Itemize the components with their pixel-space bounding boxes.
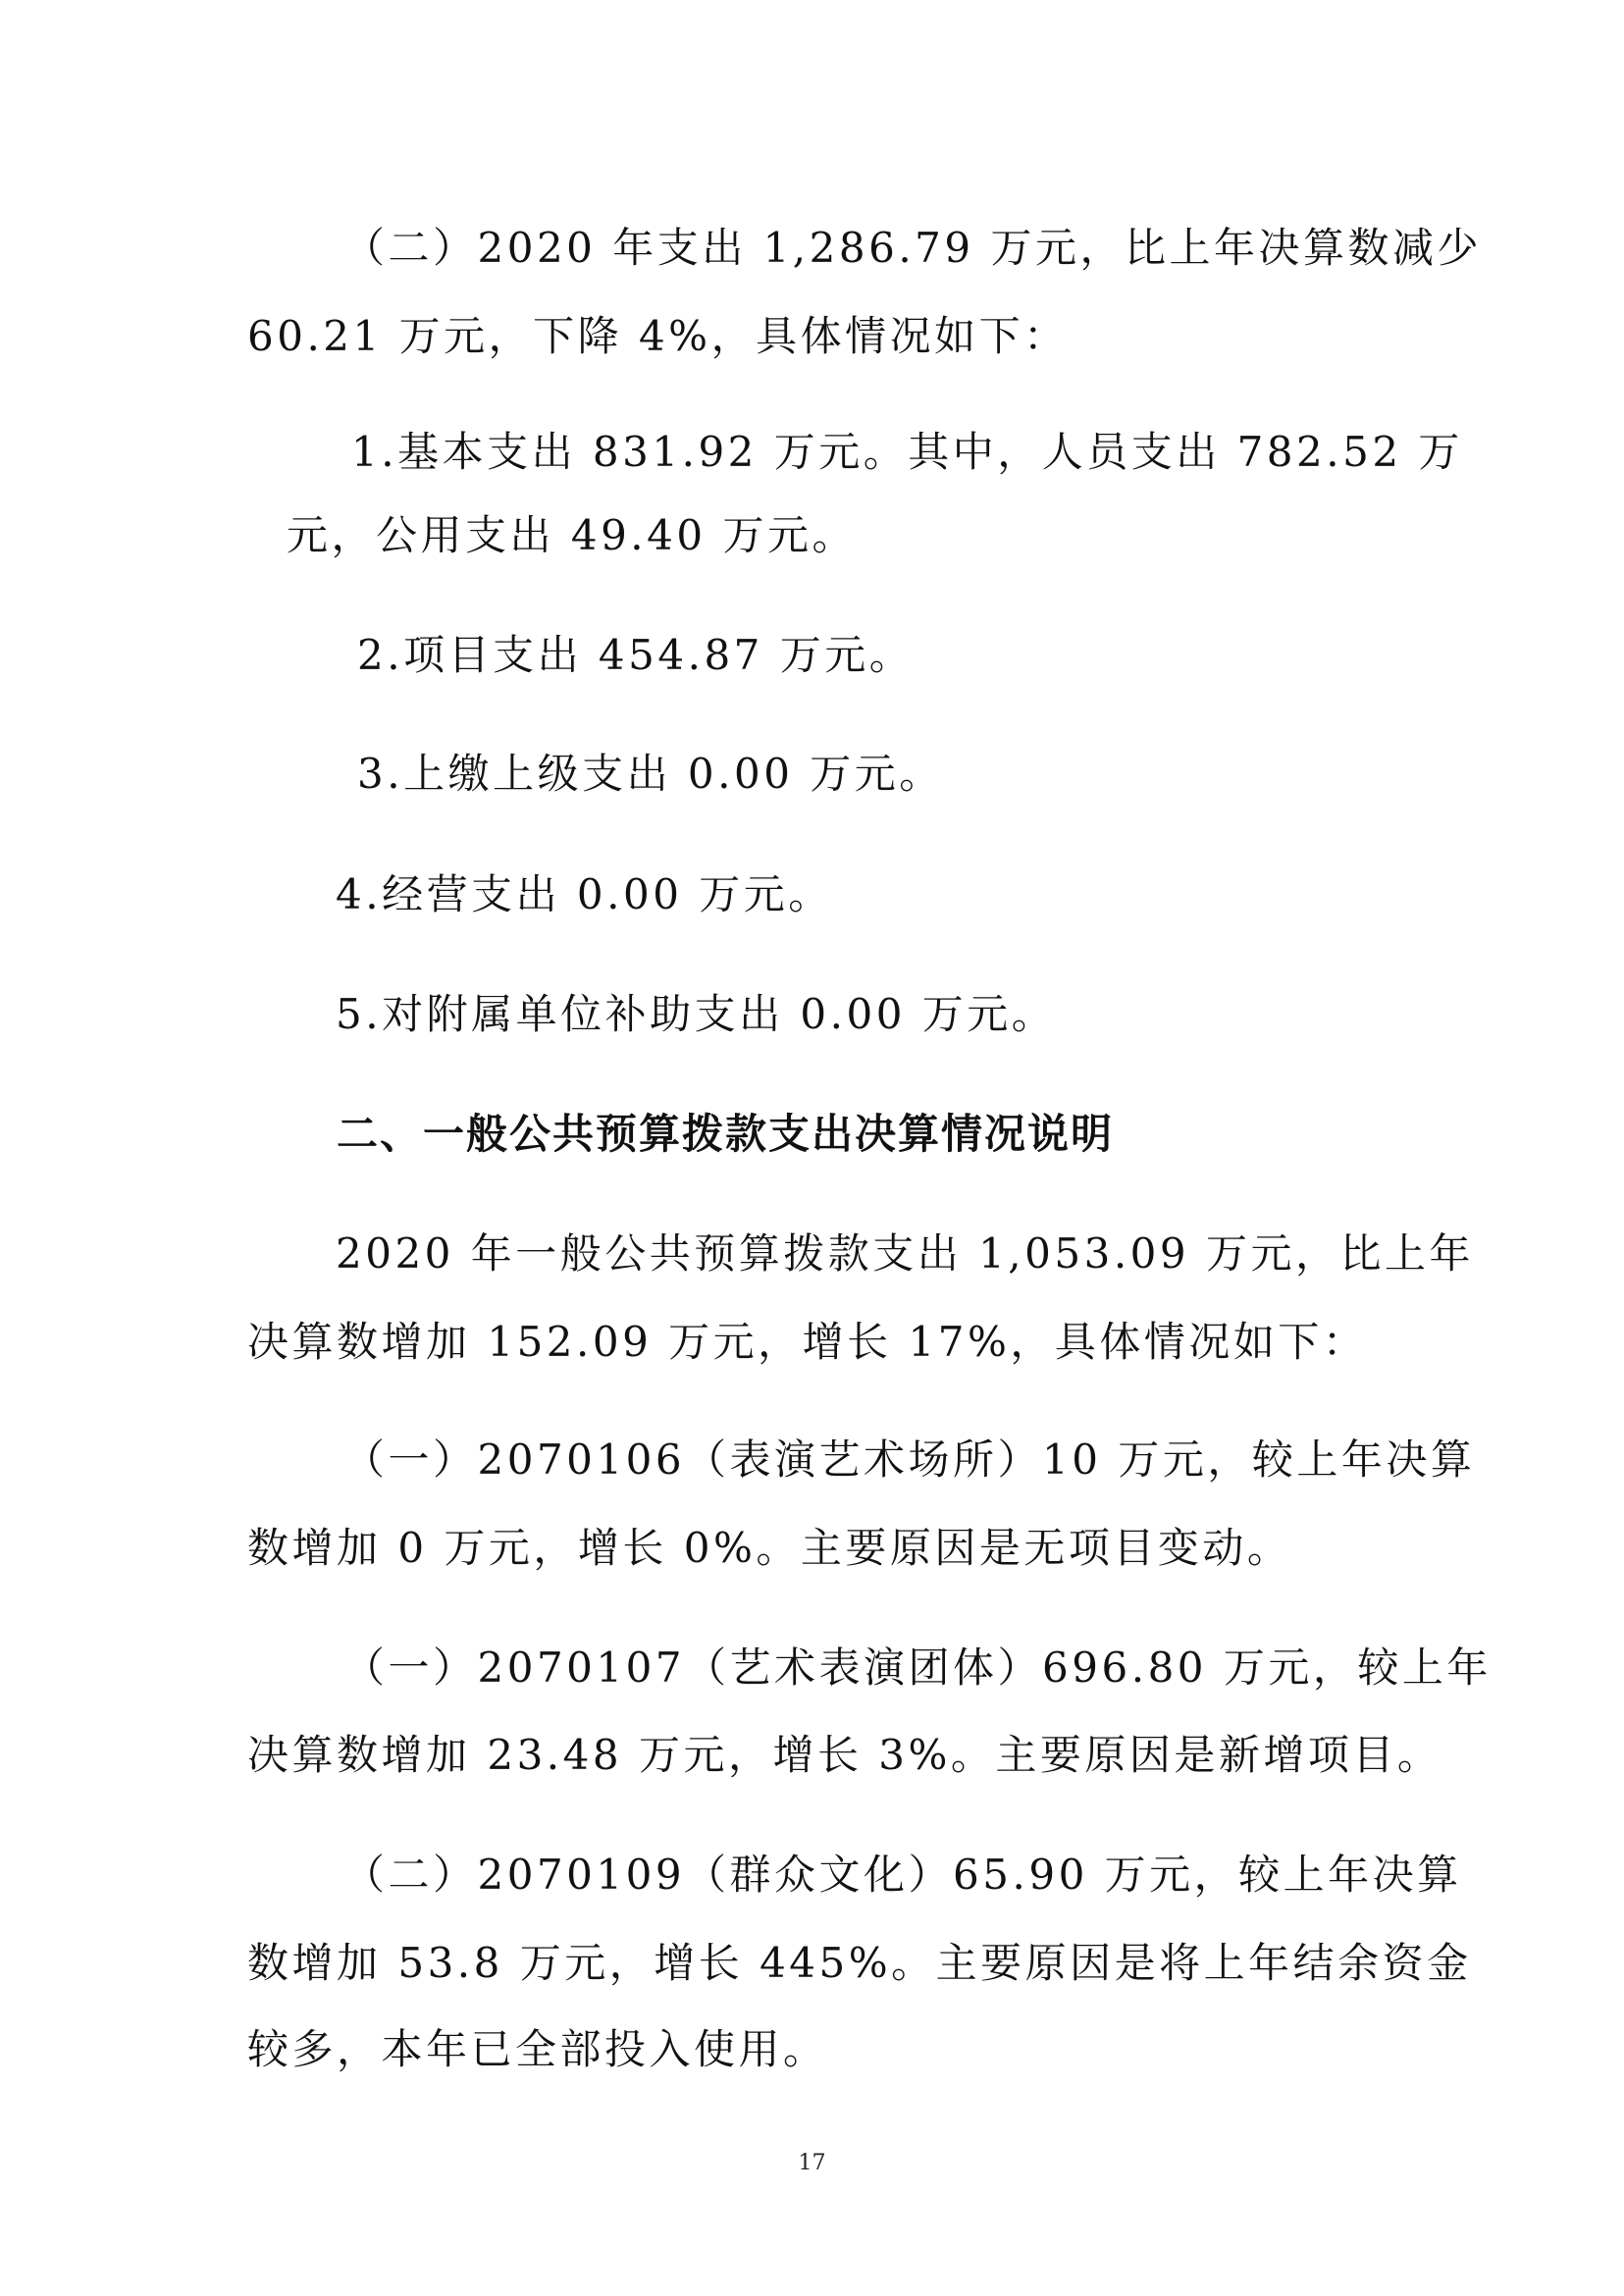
page-number: 17	[798, 2151, 826, 2175]
section-heading: 二、一般公共预算拨款支出决算情况说明	[337, 1110, 1115, 1158]
paragraph-expenditure-line-2: 60.21 万元，下降 4%，具体情况如下：	[247, 312, 1069, 360]
paragraph-item-2070106-line-1: （一）2070106（表演艺术场所）10 万元，较上年决算	[343, 1435, 1476, 1484]
paragraph-appropriation-line-1: 2020 年一般公共预算拨款支出 1,053.09 万元，比上年	[336, 1229, 1474, 1278]
paragraph-item-2070109-line-3: 较多，本年已全部投入使用。	[247, 2025, 828, 2073]
item-operating-expenditure: 4.经营支出 0.00 万元。	[336, 870, 833, 918]
paragraph-item-2070107-line-1: （一）2070107（艺术表演团体）696.80 万元，较上年	[343, 1644, 1492, 1692]
paragraph-item-2070109-line-1: （二）2070109（群众文化）65.90 万元，较上年决算	[343, 1851, 1462, 1899]
paragraph-item-2070106-line-2: 数增加 0 万元，增长 0%。主要原因是无项目变动。	[247, 1524, 1292, 1572]
item-remit-expenditure: 3.上缴上级支出 0.00 万元。	[357, 750, 944, 798]
item-basic-expenditure-line-2: 元，公用支出 49.40 万元。	[287, 511, 857, 559]
paragraph-expenditure-line-1: （二）2020 年支出 1,286.79 万元，比上年决算数减少	[343, 224, 1482, 272]
paragraph-item-2070109-line-2: 数增加 53.8 万元，增长 445%。主要原因是将上年结余资金	[247, 1939, 1472, 1987]
paragraph-item-2070107-line-2: 决算数增加 23.48 万元，增长 3%。主要原因是新增项目。	[247, 1731, 1442, 1779]
item-project-expenditure: 2.项目支出 454.87 万元。	[357, 631, 915, 679]
item-basic-expenditure-line-1: 1.基本支出 831.92 万元。其中，人员支出 782.52 万	[351, 428, 1463, 476]
paragraph-appropriation-line-2: 决算数增加 152.09 万元，增长 17%，具体情况如下：	[247, 1318, 1368, 1366]
item-subsidy-expenditure: 5.对附属单位补助支出 0.00 万元。	[336, 990, 1057, 1038]
